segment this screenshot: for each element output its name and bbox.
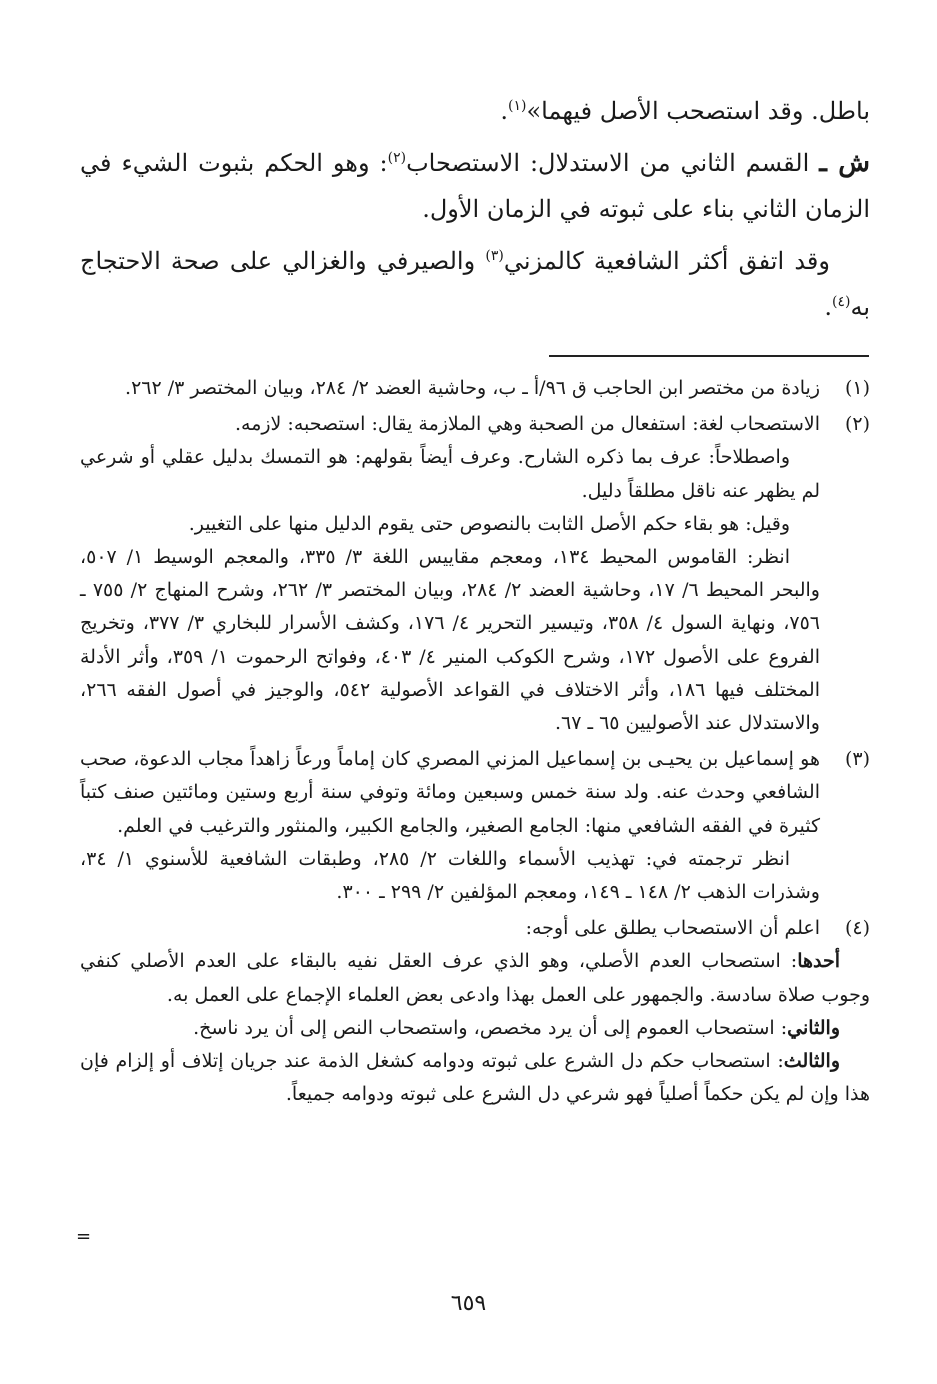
main-line-1 bbox=[80, 88, 870, 134]
paragraph-2 bbox=[80, 238, 870, 330]
page-number: ٦٥٩ bbox=[450, 1291, 487, 1316]
section-marker: ش ـ bbox=[819, 148, 870, 178]
main-text bbox=[80, 88, 870, 336]
footnote-references: انظر: القاموس المحيط ١٣٤، ومعجم مقاييس اللغة ٣/ ٣٣٥، والمعجم الوسيط ١/ ٥٠٧، والبحر المحيط ٦/ ١٧، وحاشية العضد ٢/ ٢٨٤، وبيان المختصر ٣/ ٢٦٢، وشرح المنهاج ٢/ ٧٥٥ ـ ٧٥٦، ونهاية السول ٤/ ٣٥٨، وتيسير التحرير ٤/ ١٧٦، وكشف الأسرار للبخاري ٣/ ٣٧٧، وتخريج الفروع على الأصول ١٧٢، وشرح الكوكب المنير ٤/ ٤٠٣، وفواتح الرحموت ١/ ٣٥٩، وأثر الأدلة المختلف فيها ١٨٦، وأثر الاختلاف في القواعد الأصولية ٥٤٢، والوجيز في أصول الفقه ٢٦٦، والاستدلال عند الأصوليين ٦٥ ـ ٦٧. bbox=[80, 546, 821, 735]
paragraph-2-text-a: وقد اتفق أكثر الشافعية كالمزني bbox=[503, 247, 830, 275]
footnote-number: (١) bbox=[844, 377, 870, 399]
footnote-3 bbox=[80, 743, 870, 909]
footnote-text: واصطلاحاً: عرف بما ذكره الشارح. وعرف أيضاً بقولهم: هو التمسك بدليل عقلي أو شرعي لم يظهر عنه ناقل مطلقاً دليل. bbox=[80, 446, 820, 502]
footnote-number: (٣) bbox=[844, 748, 870, 771]
footnote-separator bbox=[549, 355, 869, 357]
footnote-number: (٢) bbox=[844, 413, 870, 436]
footnote-item-first bbox=[80, 945, 870, 1011]
footnote-text: هو إسماعيل بن يحيـى بن إسماعيل المزني المصري كان إماماً ورعاً زاهداً مجاب الدعوة، صحب الشافعي وحدث عنه. ولد سنة خمس وسبعين ومائة وتوفي سنة أربع وستين ومائتين صنف كتباً كثيرة في الفقه الشافعي منها: الجامع الصغير، والجامع الكبير، والمنثور والترغيب في العلم. bbox=[80, 748, 820, 837]
footnote-ref-4: (٤) bbox=[831, 294, 851, 310]
item-label: والثاني bbox=[787, 1016, 840, 1039]
footnote-text: الاستصحاب لغة: استفعال من الصحبة وهي الملازمة يقال: استصحبه: لازمه. bbox=[234, 413, 820, 436]
item-label: أحدها bbox=[797, 950, 840, 973]
footnotes bbox=[80, 372, 870, 1114]
section-text-b: : وهو الحكم بثبوت الشيء في الزمان الثاني بناء على ثبوته في الزمان الأول. bbox=[80, 149, 870, 223]
item-text: : استصحاب حكم دل الشرع على ثبوته ودوامه كشغل الذمة عند جريان إتلاف أو إلزام فإن هذا وإن لم يكن حكماً أصلياً فهو شرعي دل الشرع على ثبوته ودوامه جميعاً. bbox=[80, 1050, 870, 1106]
item-label: والثالث bbox=[783, 1050, 840, 1073]
footnote-2 bbox=[80, 408, 870, 740]
continuation-mark: = bbox=[76, 1226, 92, 1247]
item-text: : استصحاب العموم إلى أن يرد مخصص، واستصحاب النص إلى أن يرد ناسخ. bbox=[193, 1016, 788, 1039]
footnote-number: (٤) bbox=[844, 917, 870, 940]
section-text-a: القسم الثاني من الاستدلال: الاستصحاب bbox=[406, 149, 820, 177]
footnote-ref-2: (٢) bbox=[387, 150, 407, 166]
footnote-text: زيادة من مختصر ابن الحاجب ق ٩٦/أ ـ ب، وحاشية العضد ٢/ ٢٨٤، وبيان المختصر ٣/ ٢٦٢. bbox=[125, 377, 820, 399]
paragraph-2-text-b: والصيرفي والغزالي على صحة الاحتجاج به bbox=[80, 247, 870, 321]
footnote-text: وقيل: هو بقاء حكم الأصل الثابت بالنصوص حتى يقوم الدليل منها على التغيير. bbox=[188, 512, 790, 535]
main-line-1-end: . bbox=[500, 97, 508, 125]
footnote-item-third bbox=[80, 1045, 870, 1111]
main-line-1-text: باطل. وقد استصحب الأصل فيهما» bbox=[526, 97, 870, 125]
item-text: : استصحاب العدم الأصلي، وهو الذي عرف العقل نفيه بالبقاء على العدم الأصلي كنفي وجوب صلاة سادسة. والجمهور على العمل بهذا وادعى بعض العلماء الإجماع على العمل به. bbox=[80, 950, 870, 1006]
footnote-1 bbox=[80, 372, 870, 405]
paragraph-2-end: . bbox=[824, 293, 832, 321]
section-paragraph bbox=[80, 140, 870, 232]
footnote-4 bbox=[80, 912, 870, 1111]
footnote-ref-3: (٣) bbox=[485, 248, 504, 264]
footnote-ref-1: (١) bbox=[508, 98, 527, 114]
footnote-references: انظر ترجمته في: تهذيب الأسماء واللغات ٢/ ٢٨٥، وطبقات الشافعية للأسنوي ١/ ٣٤، وشذرات الذهب ٢/ ١٤٨ ـ ١٤٩، ومعجم المؤلفين ٢/ ٢٩٩ ـ ٣٠٠. bbox=[80, 847, 820, 904]
footnote-item-second bbox=[80, 1012, 870, 1045]
footnote-text: اعلم أن الاستصحاب يطلق على أوجه: bbox=[525, 917, 820, 940]
